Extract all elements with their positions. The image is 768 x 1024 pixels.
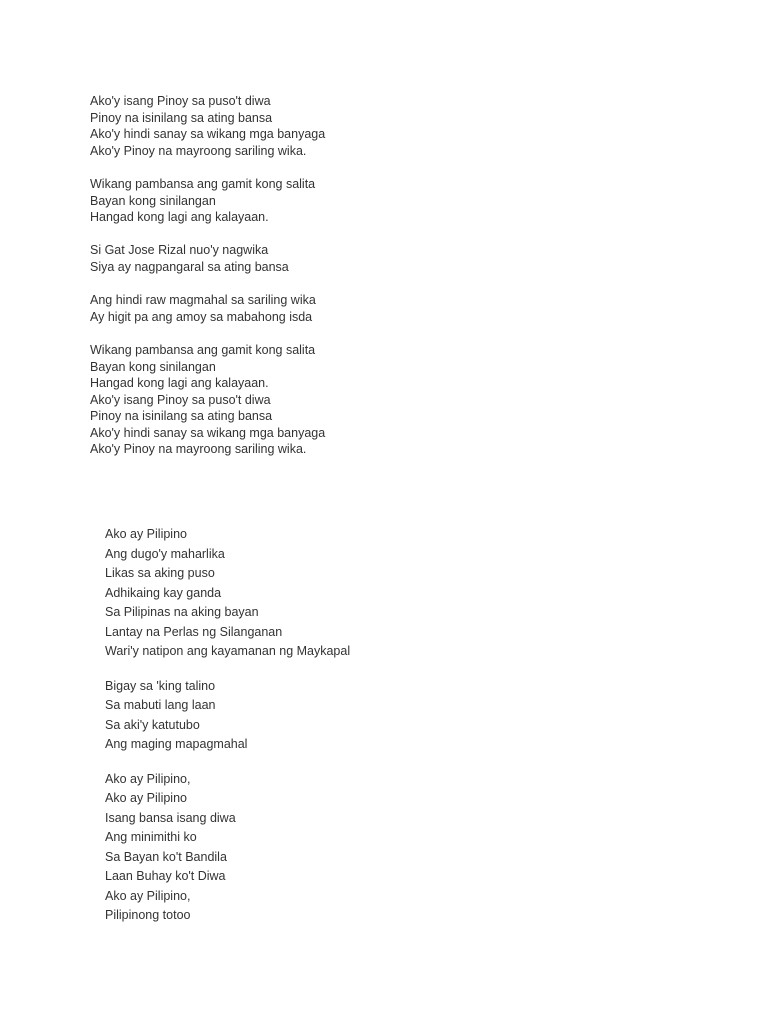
- song-one-stanza-3: [90, 242, 325, 275]
- lyric-line: Sa Bayan ko't Bandila: [105, 849, 227, 864]
- song-one-lyrics: [90, 93, 325, 458]
- lyric-line: Isang bansa isang diwa: [105, 810, 236, 825]
- song-one-stanza-4: [90, 292, 325, 325]
- lyric-line: Adhikaing kay ganda: [105, 585, 222, 600]
- lyric-line: Ang minimithi ko: [105, 830, 197, 844]
- lyric-line: Ang dugo'y maharlika: [105, 546, 225, 561]
- lyric-line: Ako ay Pilipino: [105, 791, 187, 805]
- song-one-stanza-1: [90, 93, 325, 159]
- song-one-stanza-2: [90, 176, 325, 226]
- lyric-line: Ako'y isang Pinoy sa puso't diwa: [90, 94, 271, 108]
- lyric-line: Ako ay Pilipino,: [105, 888, 191, 903]
- lyric-line: Pilipinong totoo: [105, 908, 191, 922]
- lyric-line: Pinoy na isinilang sa ating bansa: [90, 110, 273, 125]
- lyric-line: Sa aki'y katutubo: [105, 717, 200, 732]
- lyric-line: Ako'y isang Pinoy sa puso't diwa: [90, 392, 271, 407]
- lyric-line: Ang hindi raw magmahal sa sariling wika: [90, 293, 316, 308]
- lyric-line: Bigay sa 'king talino: [105, 678, 216, 693]
- lyric-line: Bayan kong sinilangan: [90, 359, 216, 374]
- lyric-line: Ako'y Pinoy na mayroong sariling wika.: [90, 143, 307, 158]
- song-two-stanza-1: [105, 525, 350, 662]
- lyric-line: Bayan kong sinilangan: [90, 193, 216, 208]
- lyric-line: Wikang pambansa ang gamit kong salita: [90, 176, 316, 191]
- lyric-line: Laan Buhay ko't Diwa: [105, 869, 226, 883]
- song-two-lyrics: [105, 525, 350, 926]
- lyric-line: Hangad kong lagi ang kalayaan.: [90, 376, 269, 391]
- lyric-line: Siya ay nagpangaral sa ating bansa: [90, 259, 289, 274]
- lyric-line: Wari'y natipon ang kayamanan ng Maykapal: [105, 644, 351, 658]
- lyric-line: Ako'y Pinoy na mayroong sariling wika.: [90, 442, 307, 457]
- lyric-line: Ako'y hindi sanay sa wikang mga banyaga: [90, 425, 326, 440]
- lyric-line: Si Gat Jose Rizal nuo'y nagwika: [90, 243, 269, 258]
- lyric-line: Sa Pilipinas na aking bayan: [105, 605, 259, 619]
- lyric-line: Ako'y hindi sanay sa wikang mga banyaga: [90, 127, 326, 142]
- lyric-line: Wikang pambansa ang gamit kong salita: [90, 342, 316, 357]
- song-two-stanza-2: [105, 677, 350, 755]
- lyric-line: Pinoy na isinilang sa ating bansa: [90, 409, 273, 424]
- lyric-line: Lantay na Perlas ng Silanganan: [105, 624, 283, 639]
- lyric-line: Ay higit pa ang amoy sa mabahong isda: [90, 309, 313, 324]
- lyric-line: Ako ay Pilipino,: [105, 771, 191, 786]
- lyric-line: Sa mabuti lang laan: [105, 698, 216, 712]
- lyric-line: Ako ay Pilipino: [105, 527, 187, 541]
- lyric-line: Ang maging mapagmahal: [105, 737, 248, 751]
- lyric-line: Likas sa aking puso: [105, 566, 215, 580]
- lyric-line: Hangad kong lagi ang kalayaan.: [90, 210, 269, 225]
- song-one-stanza-5: [90, 342, 325, 458]
- song-two-stanza-3: [105, 770, 350, 926]
